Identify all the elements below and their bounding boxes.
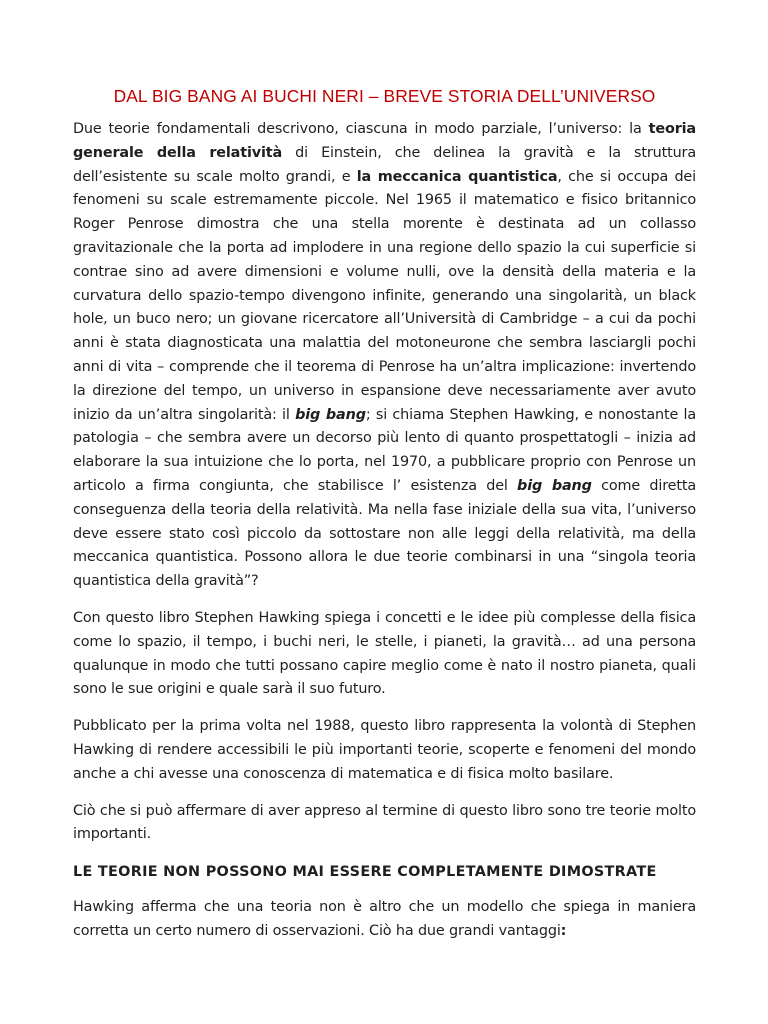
section-heading: LE TEORIE NON POSSONO MAI ESSERE COMPLETAMENTE DIMOSTRATE (73, 864, 657, 881)
text-run: come diretta conseguenza della teoria della relatività. Ma nella fase iniziale della sua vita, l’universo deve essere stato così piccolo da sottostare non alle leggi della relatività, ma della meccanica quantistica. Possono allora le due teorie combinarsi in una “singola teoria quantistica della gravità”? (73, 477, 697, 590)
document-page (73, 84, 696, 957)
bold-big-bang (517, 478, 592, 494)
text-run: Hawking afferma che una teoria non è altro che un modello che spiega in maniera corretta un certo numero di osservazioni. Ciò ha due grandi vantaggi (73, 899, 696, 939)
paragraph-publication: Pubblicato per la prima volta nel 1988, questo libro rappresenta la volontà di Stephen Hawking di rendere accessibili le più importanti teorie, scoperte e fenomeni del mondo anche a chi avesse una conoscenza di matematica e di fisica molto basilare. (73, 718, 696, 782)
document-title: DAL BIG BANG AI BUCHI NERI – BREVE STORIA DELL’UNIVERSO (113, 86, 656, 106)
text-run: di Einstein, che delinea la gravità e la struttura dell’esistente su scale molto grandi, e (73, 144, 696, 185)
text-run: ; si chiama Stephen Hawking, e nonostante la patologia – che sembra avere un decorso più lento di quanto prospettatogli – inizia ad elaborare la sua intuizione che lo porta, nel 1970, a pubblicare proprio con Penrose un articolo a firma congiunta, che stabilisce l’ esistenza del (73, 406, 697, 494)
paragraph-intro (73, 118, 696, 594)
paragraph-theory-model (73, 896, 696, 944)
text-run: Due teorie fondamentali descrivono, ciascuna in modo parziale, l’universo: la (73, 121, 649, 137)
italic-big-bang: big bang (295, 406, 366, 423)
bold-theory-relativity: teoria generale della relatività (73, 121, 696, 161)
paragraph-three-theories: Ciò che si può affermare di aver appreso al termine di questo libro sono tre teorie molto importanti. (73, 802, 696, 843)
bold-quantum-mechanics: la meccanica quantistica (356, 168, 558, 185)
italic-big-bang: big bang (517, 477, 592, 494)
bold-big-bang (295, 407, 366, 423)
paragraph-book-purpose: Con questo libro Stephen Hawking spiega i concetti e le idee più complesse della fisica come lo spazio, il tempo, i buchi neri, le stelle, i pianeti, la gravità… ad una persona qualunque in modo che tutti possano capire meglio come è nato il nostro pianeta, quali sono le sue origini e quale sarà il suo futuro. (73, 609, 696, 698)
text-run: , che si occupa dei fenomeni su scale estremamente piccole. Nel 1965 il matematico e fisico britannico Roger Penrose dimostra che una stella morente è destinata ad un collasso gravitazionale che la porta ad implodere in una regione dello spazio la cui superficie si contrae sino ad avere dimensioni e volume nulli, ove la densità della materia e la curvatura dello spazio-tempo divengono infinite, generando una singolarità, un black hole, un buco nero; un giovane ricercatore all’Università di Cambridge – a cui da pochi anni è stata diagnosticata una malattia del motoneurone che sembra lasciargli pochi anni di vita – comprende che il teorema di Penrose ha un’altra implicazione: invertendo la direzione del tempo, un universo in espansione deve necessariamente aver avuto inizio da un’altra singolarità: il (73, 168, 696, 423)
bold-colon: : (560, 922, 567, 939)
